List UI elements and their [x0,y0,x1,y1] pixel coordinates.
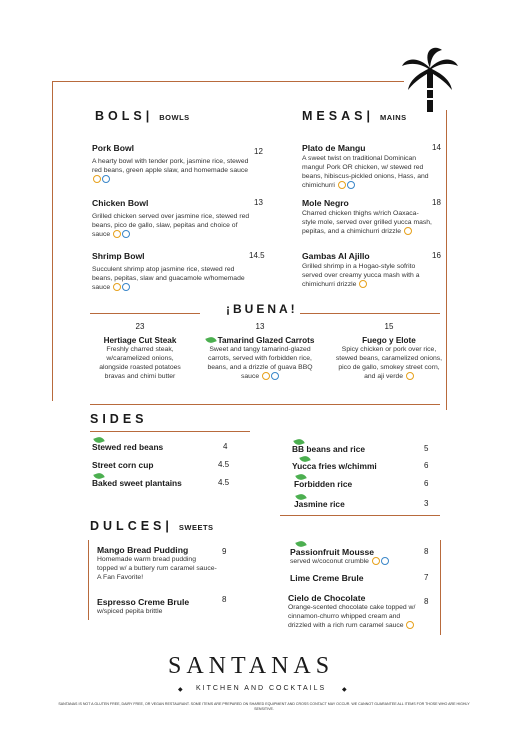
menu-item-fuego-y-elote [334,322,444,381]
item-price: 14.5 [249,251,265,260]
menu-item-chicken-bowl [92,198,252,239]
item-name: Plato de Mangu [302,143,366,153]
menu-item-cielo-de-chocolate [288,593,422,630]
item-name: Fuego y Elote [362,336,416,345]
side-price: 4 [223,442,228,451]
menu-item-shrimp-bowl [92,251,252,292]
item-name: Hertiage Cut Steak [103,336,177,345]
gluten-free-icon [372,557,380,565]
item-name: Pork Bowl [92,143,135,153]
item-desc: Grilled chicken served over jasmine rice, stewed red beans, pico de gallo, slaw, pepitas and choice of sauce [92,213,250,238]
menu-item-passionfruit-mousse [290,547,420,566]
item-price: 18 [432,198,441,207]
item-desc: Homemade warm bread pudding topped w/ a buttery rum caramel sauce- A Fan Favorite! [97,556,217,581]
item-name: Shrimp Bowl [92,251,145,261]
side-item-forbidden-rice: Forbidden rice [294,479,352,489]
dulces-right-vertical [440,540,441,635]
menu-item-lime-creme-brule [290,573,420,583]
item-price: 8 [424,547,429,556]
item-price: 8 [424,597,429,606]
top-border-line [52,81,404,82]
gluten-free-icon [404,227,412,235]
gluten-free-icon [262,372,270,380]
item-price: 13 [254,198,263,207]
sides-section-title: SIDES [90,412,148,426]
buena-divider-left [90,313,200,314]
dulces-section-title: DULCES| SWEETS [90,519,214,533]
mesas-section-title: MESAS| MAINS [302,109,407,123]
nut-free-icon [102,175,110,183]
side-price: 6 [424,461,429,470]
item-price: 23 [135,322,145,331]
item-price: 12 [254,147,263,156]
item-price: 8 [222,595,227,604]
item-desc: Sweet and tangy tamarind-glazed carrots, served with forbidden rice, beans, and a drizzle of guava BBQ sauce [207,346,313,380]
item-desc: Orange-scented chocolate cake topped w/ cinnamon-churro whipped cream and drizzled with a rich rum caramel sauce [288,604,416,629]
item-desc: Grilled shrimp in a Hogao-style sofrito served over creamy yucca mash with a chimichurri drizzle [302,263,420,288]
item-price: 14 [432,143,441,152]
menu-item-mango-bread-pudding [97,545,217,582]
item-desc: Succulent shrimp atop jasmine rice, stewed red beans, pepitas, slaw and guacamole w/homemade sauce [92,266,245,291]
item-price: 7 [424,573,429,582]
menu-item-tamarind-glazed-carrots [200,322,320,381]
side-item-bb-beans-and-rice: BB beans and rice [292,444,365,454]
bols-subtitle: BOWLS [159,113,190,122]
gluten-free-icon [359,280,367,288]
side-price: 6 [424,479,429,488]
buena-section-title: ¡BUENA! [226,302,298,316]
gluten-free-icon [338,181,346,189]
item-price: 9 [222,547,227,556]
nut-free-icon [122,230,130,238]
mesas-subtitle: MAINS [379,113,407,122]
sides-underline [90,431,250,432]
menu-item-pork-bowl [92,143,252,184]
item-price: 16 [432,251,441,260]
right-border-line [446,110,447,410]
item-price: 13 [255,322,265,331]
gluten-free-icon [113,230,121,238]
nut-free-icon [381,557,389,565]
item-name: Chicken Bowl [92,198,149,208]
item-name: Passionfruit Mousse [290,547,375,557]
menu-item-mole-negro [302,198,432,236]
dulces-subtitle: SWEETS [178,523,214,532]
brand-tagline: KITCHEN AND COCKTAILS [196,685,327,692]
brand-logo: SANTANAS [168,653,335,679]
item-name: Tamarind Glazed Carrots [217,336,315,345]
nut-free-icon [347,181,355,189]
item-name: Mango Bread Pudding [97,545,189,555]
side-price: 4.5 [218,460,230,469]
nut-free-icon [271,372,279,380]
side-price: 4.5 [218,478,230,487]
gluten-free-icon [93,175,101,183]
menu-item-plato-de-mangu [302,143,432,190]
side-price: 3 [424,499,429,508]
item-desc: A hearty bowl with tender pork, jasmine rice, stewed red beans, green apple slaw, and homemade sauce [92,157,252,184]
item-name: Gambas Al Ajillo [302,251,370,261]
item-desc: Spicy chicken or pork over rice, stewed beans, caramelized onions, pico de gallo, smokey street corn, and aji verde [335,346,443,380]
sides-top-line [90,404,440,405]
item-price: 15 [384,322,394,331]
palm-tree-logo-icon [400,46,460,122]
item-desc: w/spiced pepita brittle [97,608,163,615]
bols-section-title: BOLS| BOWLS [95,109,190,123]
gluten-free-icon [406,372,414,380]
side-item-street-corn-cup: Street corn cup [92,460,154,470]
item-desc: A sweet twist on traditional Dominican mangu! Pork OR chicken, w/ stewed red beans, hibiscus-pickled onions, Hass, and chimichurri [302,155,429,189]
brand-right-diamond-icon: ◆ [342,687,347,693]
item-name: Lime Creme Brule [290,573,364,583]
gluten-free-icon [113,283,121,291]
menu-item-gambas-al-ajillo [302,251,432,289]
sides-right-line [280,515,440,516]
dulces-left-vertical [88,540,89,620]
menu-item-heritage-cut-steak [85,322,195,381]
item-name: Mole Negro [302,198,349,208]
item-name: Cielo de Chocolate [288,593,366,603]
item-desc: Charred chicken thighs w/rich Oaxaca-style mole, served over grilled yucca mash, pepitas, and a chimichurri drizzle [302,210,432,235]
brand-left-diamond-icon: ◆ [178,687,183,693]
left-border-line [52,81,53,401]
vegetarian-leaf-icon [205,335,216,344]
nut-free-icon [122,283,130,291]
item-name: Espresso Creme Brule [97,597,190,607]
side-item-yucca-fries: Yucca fries w/chimmi [292,461,377,471]
item-desc: Freshly charred steak, w/caramelized onions, alongside roasted potatoes bravas and chimi butter [99,346,181,380]
side-item-jasmine-rice: Jasmine rice [294,499,345,509]
side-item-baked-sweet-plantains: Baked sweet plantains [92,478,182,488]
buena-divider-right [300,313,440,314]
side-price: 5 [424,444,429,453]
side-item-stewed-red-beans: Stewed red beans [92,442,163,452]
menu-item-espresso-creme-brule [97,597,217,616]
allergen-disclaimer: SANTANAS IS NOT A GLUTEN FREE, DAIRY FREE, OR VEGAN RESTAURANT. SOME ITEMS ARE PREPARED ON SHARED EQUIPMENT AND CROSS CONTACT MAY OCCUR. WE CANNOT GUARANTEE ALL ITEMS FOR THOSE WHO ARE HIGHLY SENSITIVE. [58,702,470,711]
gluten-free-icon [406,621,414,629]
item-desc: served w/coconut crumble [290,557,420,566]
